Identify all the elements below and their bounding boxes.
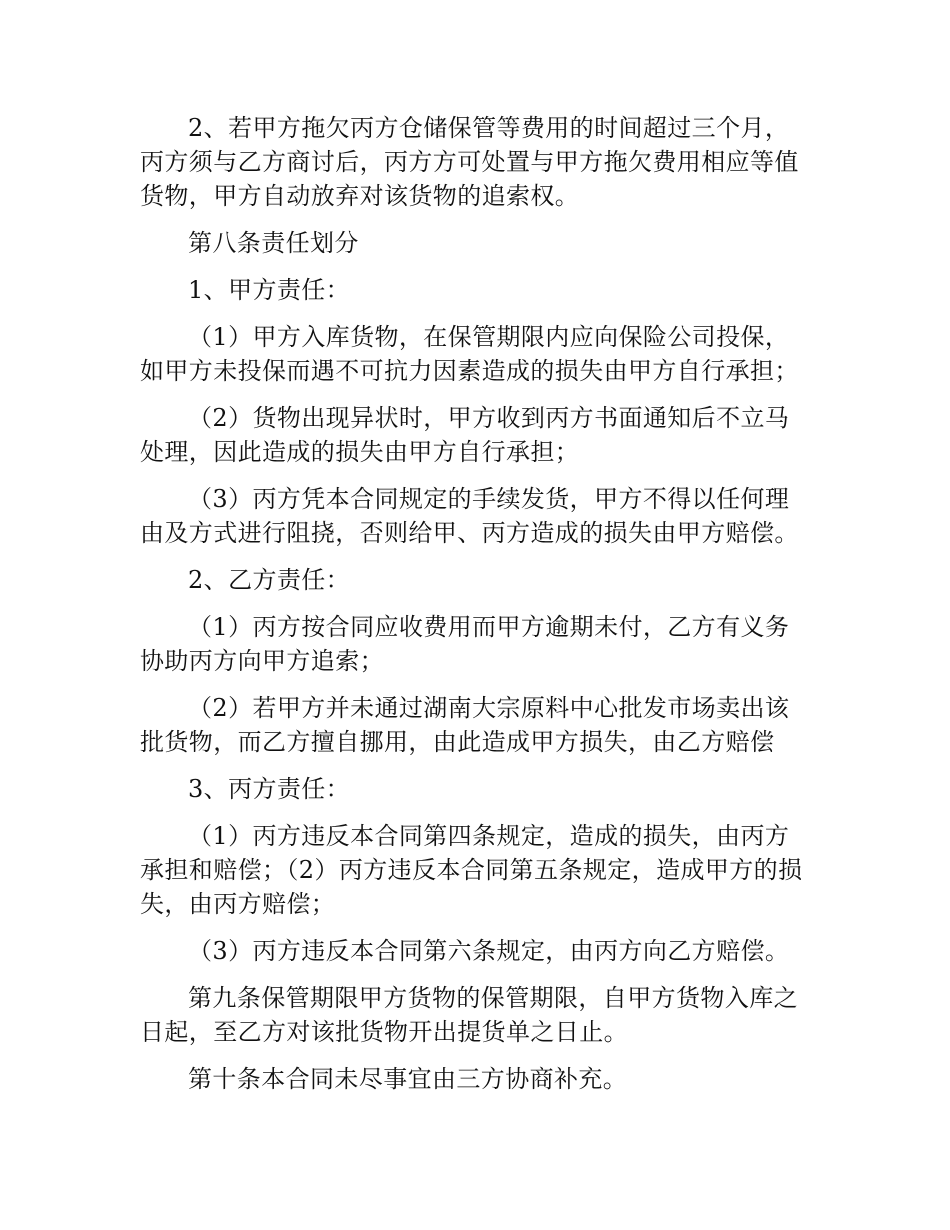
party-a-responsibility-heading: 1、甲方责任： <box>188 276 351 304</box>
article-8-heading: 第八条责任划分 <box>188 229 359 257</box>
party-b-item-1: （1）丙方按合同应收费用而甲方逾期未付，乙方有义务协助丙方向甲方追索； <box>140 613 790 675</box>
article-10: 第十条本合同未尽事宜由三方协商补充。 <box>188 1065 628 1093</box>
contract-body <box>140 111 810 1109</box>
party-b-item-2: （2）若甲方并未通过湖南大宗原料中心批发市场卖出该批货物，而乙方擅自挪用，由此造成甲方损失，由乙方赔偿 <box>140 694 790 756</box>
party-c-item-1-2: （1）丙方违反本合同第四条规定，造成的损失，由丙方承担和赔偿；（2）丙方违反本合同第五条规定，造成甲方的损失，由丙方赔偿； <box>140 822 803 918</box>
party-c-item-3: （3）丙方违反本合同第六条规定，由丙方向乙方赔偿。 <box>188 937 790 965</box>
party-c-responsibility-heading: 3、丙方责任： <box>188 775 351 803</box>
party-a-item-2: （2）货物出现异状时，甲方收到丙方书面通知后不立马处理，因此造成的损失由甲方自行承担； <box>140 404 790 466</box>
party-b-responsibility-heading: 2、乙方责任： <box>188 566 351 594</box>
party-a-item-3: （3）丙方凭本合同规定的手续发货，甲方不得以任何理由及方式进行阻挠，否则给甲、丙方造成的损失由甲方赔偿。 <box>140 485 799 547</box>
article-9: 第九条保管期限甲方货物的保管期限，自甲方货物入库之日起，至乙方对该批货物开出提货单之日止。 <box>140 984 798 1046</box>
party-a-item-1: （1）甲方入库货物，在保管期限内应向保险公司投保，如甲方未投保而遇不可抗力因素造成的损失由甲方自行承担； <box>140 323 799 385</box>
clause-7-item-2: 2、若甲方拖欠丙方仓储保管等费用的时间超过三个月，丙方须与乙方商讨后，丙方方可处置与甲方拖欠费用相应等值货物，甲方自动放弃对该货物的追索权。 <box>140 114 799 210</box>
